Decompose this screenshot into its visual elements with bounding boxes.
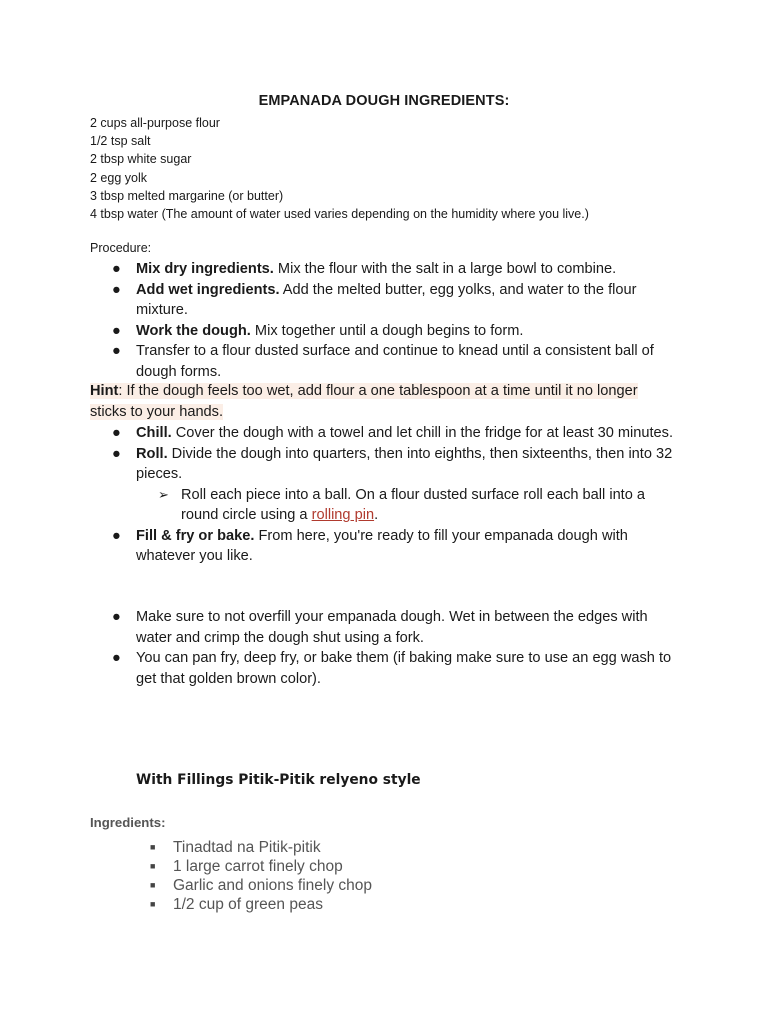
procedure-tips <box>0 607 768 689</box>
filling-ingredient-item <box>0 857 768 876</box>
filling-ingredient-item <box>0 838 768 857</box>
ingredient-item: 3 tbsp melted margarine (or butter) <box>90 188 284 203</box>
procedure-label: Procedure: <box>90 241 152 255</box>
bullet-icon: ● <box>112 281 121 298</box>
filling-ingredient-text: 1/2 cup of green peas <box>173 896 323 913</box>
filling-ingredient-text: Tinadtad na Pitik-pitik <box>173 839 321 856</box>
step-text: Transfer to a flour dusted surface and continue to knead until a consistent ball of dough forms. <box>136 343 654 380</box>
rolling-pin-link[interactable]: rolling pin <box>311 507 375 523</box>
step-text: Mix the flour with the salt in a large bowl to combine. <box>273 261 617 277</box>
step-heading: Chill. <box>136 425 172 441</box>
step-text: Add the melted butter, egg yolks, and water to the flour mixture. <box>136 281 637 318</box>
step-text: Make sure to not overfill your empanada dough. Wet in between the edges with water and crimp the dough shut using a fork. <box>136 609 648 646</box>
filling-ingredient-item <box>0 876 768 895</box>
ingredient-item: 1/2 tsp salt <box>90 134 151 149</box>
step-heading: Work the dough. <box>136 322 251 339</box>
dough-ingredients-list <box>90 114 589 223</box>
bullet-icon: ● <box>112 609 121 625</box>
bullet-icon: ● <box>112 343 121 359</box>
step-heading: Add wet ingredients. <box>136 281 280 298</box>
square-bullet-icon: ■ <box>150 861 156 871</box>
procedure-step <box>0 607 676 648</box>
filling-section-title: With Fillings Pitik-Pitik relyeno style <box>136 772 421 788</box>
hint-text: : If the dough feels too wet, add flour a one tablespoon at a time until it no longer sticks to your hands. <box>90 383 638 420</box>
page-title: EMPANADA DOUGH INGREDIENTS: <box>258 93 510 109</box>
procedure-step <box>0 280 676 321</box>
step-text: You can pan fry, deep fry, or bake them (if baking make sure to use an egg wash to get that golden brown color). <box>136 650 672 687</box>
step-text: Divide the dough into quarters, then into eighths, then sixteenths, then into 32 pieces. <box>136 445 673 482</box>
procedure-step <box>0 341 676 382</box>
sub-step-end: . <box>374 507 379 523</box>
procedure-step <box>0 444 676 485</box>
sub-step-text: Roll each piece into a ball. On a flour dusted surface roll each ball into a round circle using a <box>181 486 646 523</box>
bullet-icon: ● <box>112 261 121 277</box>
ingredient-item: 4 tbsp water (The amount of water used varies depending on the humidity where you live.) <box>90 207 589 222</box>
bullet-icon: ● <box>112 445 121 462</box>
procedure-sub-step <box>0 485 676 526</box>
arrow-bullet-icon: ➢ <box>158 486 169 502</box>
step-text: From here, you're ready to fill your empanada dough with whatever you like. <box>136 527 628 564</box>
square-bullet-icon: ■ <box>150 842 156 852</box>
step-heading: Fill & fry or bake. <box>136 527 255 544</box>
bullet-icon: ● <box>112 322 121 339</box>
hint-label: Hint <box>90 383 119 399</box>
filling-ingredient-item <box>0 895 768 914</box>
bullet-icon: ● <box>112 650 121 666</box>
square-bullet-icon: ■ <box>150 880 156 890</box>
step-text: Mix together until a dough begins to form. <box>250 322 524 339</box>
filling-ingredient-text: 1 large carrot finely chop <box>173 858 343 875</box>
procedure-steps-b <box>0 423 768 567</box>
bullet-icon: ● <box>112 425 121 441</box>
hint-note <box>90 381 670 422</box>
square-bullet-icon: ■ <box>150 899 156 909</box>
procedure-step <box>0 526 676 567</box>
filling-ingredients-list <box>0 838 768 914</box>
step-text: Cover the dough with a towel and let chill in the fridge for at least 30 minutes. <box>171 425 674 441</box>
procedure-step <box>0 648 676 689</box>
filling-ingredients-label: Ingredients: <box>90 815 166 830</box>
step-heading: Mix dry ingredients. <box>136 261 274 277</box>
procedure-step <box>0 321 676 342</box>
step-heading: Roll. <box>136 445 168 462</box>
filling-ingredient-text: Garlic and onions finely chop <box>173 877 373 894</box>
ingredient-item: 2 tbsp white sugar <box>90 152 192 167</box>
procedure-step <box>0 259 676 280</box>
ingredient-item: 2 egg yolk <box>90 170 147 185</box>
procedure-step <box>0 423 676 444</box>
procedure-steps-a <box>0 259 768 382</box>
bullet-icon: ● <box>112 527 121 544</box>
ingredient-item: 2 cups all-purpose flour <box>90 116 220 130</box>
